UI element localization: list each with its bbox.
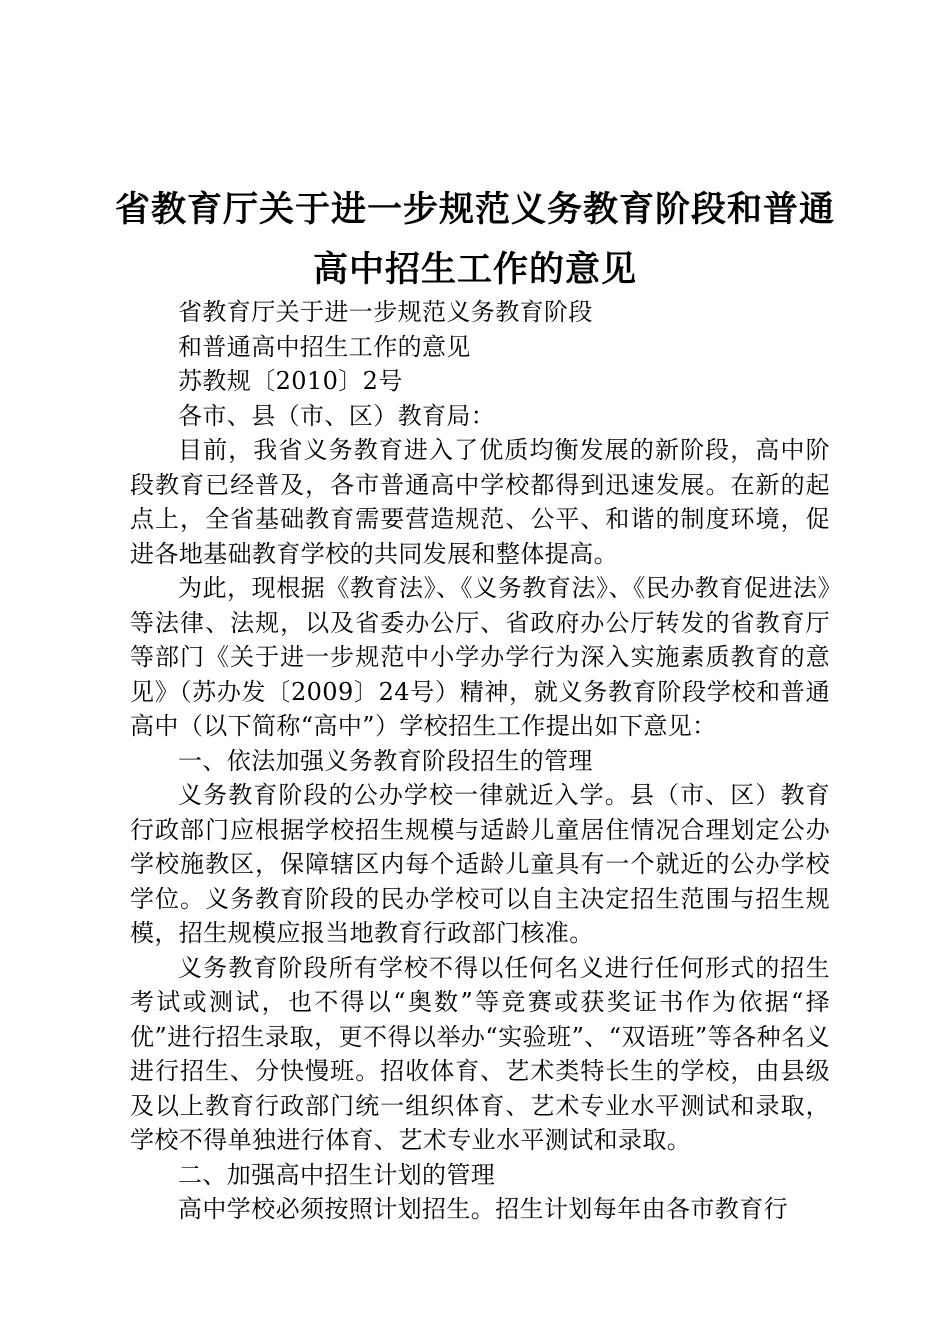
paragraph: 义务教育阶段的公办学校一律就近入学。县（市、区）教育行政部门应根据学校招生规模与适龄儿童居住情况合理划定公办学校施教区，保障辖区内每个适龄儿童具有一个就近的公办学校学位。义务教育阶段的民办学校可以自主决定招生范围与招生规模，招生规模应报当地教育行政部门核准。 bbox=[130, 781, 830, 947]
paragraph: 省教育厅关于进一步规范义务教育阶段 bbox=[178, 298, 593, 326]
paragraph: 苏教规〔2010〕2号 bbox=[178, 367, 403, 395]
paragraph: 目前，我省义务教育进入了优质均衡发展的新阶段，高中阶段教育已经普及，各市普通高中学校都得到迅速发展。在新的起点上，全省基础教育需要营造规范、公平、和谐的制度环境，促进各地基础教育学校的共同发展和整体提高。 bbox=[130, 436, 830, 568]
section-heading: 一、依法加强义务教育阶段招生的管理 bbox=[178, 746, 593, 775]
paragraph: 各市、县（市、区）教育局： bbox=[178, 401, 496, 430]
document-title: 省教育厅关于进一步规范义务教育阶段和普通高中招生工作的意见 bbox=[114, 190, 835, 290]
paragraph: 为此，现根据《教育法》、《义务教育法》、《民办教育促进法》等法律、法规，以及省委办公厅、省政府办公厅转发的省教育厅等部门《关于进一步规范中小学办学行为深入实施素质教育的意见》（苏办发〔2009〕24号）精神，就义务教育阶段学校和普通高中（以下简称“高中”）学校招生工作提出如下意见： bbox=[130, 574, 830, 740]
paragraph: 义务教育阶段所有学校不得以任何名义进行任何形式的招生考试或测试，也不得以“奥数”等竞赛或获奖证书作为依据“择优”进行招生录取，更不得以举办“实验班”、“双语班”等各种名义进行招生、分快慢班。招收体育、艺术类特长生的学校，由县级及以上教育行政部门统一组织体育、艺术专业水平测试和录取，学校不得单独进行体育、艺术专业水平测试和录取。 bbox=[130, 953, 830, 1154]
document-body bbox=[130, 295, 830, 1227]
paragraph: 和普通高中招生工作的意见 bbox=[178, 332, 471, 361]
paragraph: 高中学校必须按照计划招生。招生计划每年由各市教育行 bbox=[178, 1195, 788, 1223]
section-heading: 二、加强高中招生计划的管理 bbox=[178, 1160, 496, 1189]
